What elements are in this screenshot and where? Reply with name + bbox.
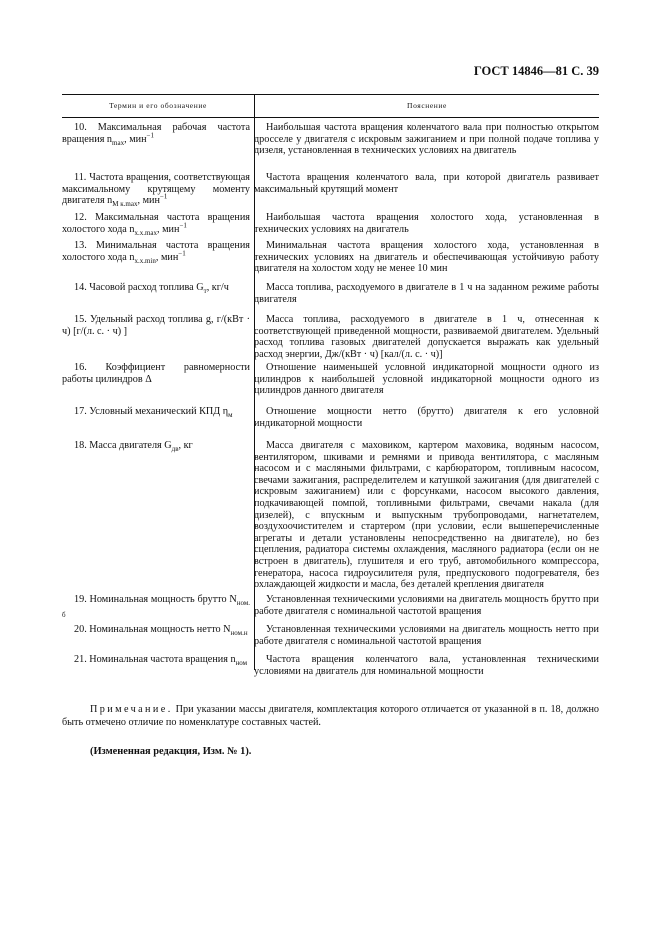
term-superscript: −1 [146,131,154,140]
term-superscript: −1 [159,192,168,201]
explanation-cell: Отношение мощности нетто (брутто) двигателя к его условной индикаторной мощности [254,406,599,429]
term-text: 19. Номинальная мощность брутто N [74,594,237,605]
term-cell [62,122,250,145]
explanation-cell: Установленная техническими условиями на двигатель мощность брутто при работе двигателя с номинальной частотой вращения [254,594,599,617]
term-text: 13. Минимальная частота вращения холостого хода n [62,240,250,263]
term-cell [62,406,250,418]
term-subscript: max [112,138,125,147]
term-text: 17. Условный механический КПД η [74,406,229,417]
term-unit: , кг/ч [206,282,229,293]
term-subscript: т [203,287,207,296]
explanation-cell: Минимальная частота вращения холостого хода, установленная в технических условиях на двигатель и обеспечивающая устойчивую работу двигателя на холостом ходу не менее 10 мин [254,240,599,275]
term-text: 15. Удельный расход топлива g, г/(кВт · ч) [г/(л. с. · ч) ] [62,314,250,337]
explanation-cell: Установленная техническими условиями на двигатель мощность нетто при работе двигателя с номинальной частотой вращения [254,624,599,647]
explanation-cell: Наибольшая частота вращения холостого хода, установленная в технических условиях на двигатель [254,212,599,235]
term-subscript: х.х.max [134,228,158,237]
explanation-cell: Частота вращения коленчатого вала, при которой двигатель развивает максимальный крутящий момент [254,172,599,195]
term-cell [62,172,250,207]
column-header-term: Термин и его обозначение [62,95,255,117]
explanation-cell: Масса двигателя с маховиком, картером маховика, водяным насосом, вентилятором, шкивами и ремнями и привода вентилятора, с масляным насосом и с масляными фильтрами, с карбюратором, топливным насосом, свечами зажигания, распределителем и катушкой зажигания (для двигателей с искровым зажиганием) или с форсунками, насосом высокого давления, подкачивающей помпой, топливными фильтрами, свечами накала (для дизелей), с впускным и выпускным трубопроводами, нагнетателем, воздухоочистителем и стартером (при условии, если вышеперечисленные агрегаты и детали установлены непосредственно на двигателе), но без сцепления, радиатора системы охлаждения, масляного радиатора (если он не встроен в двигатель), глушителя и его труб, автомобильного компрессора, генератора, насоса гидроусилителя руля, предпускового подогревателя, без охлаждающей жидкости и масла, без деталей крепления двигателя [254,440,599,591]
term-unit: , мин [155,251,179,263]
explanation-cell: Масса топлива, расходуемого в двигателе в 1 ч на заданном режиме работы двигателя [254,282,599,305]
note [62,703,599,729]
term-subscript: м [228,411,233,420]
term-cell [62,282,250,294]
term-text: 11. Частота вращения, соответствующая максимальному крутящему моменту двигателя n [62,172,250,207]
term-superscript: −1 [179,221,187,230]
term-text: 10. Максимальная рабочая частота вращения n [62,122,250,145]
term-subscript: дв [171,445,179,454]
term-cell [62,440,250,452]
table-header [62,95,599,118]
explanation-cell: Масса топлива, расходуемого в двигателе в 1 ч, отнесенная к соответствующей приведенной мощности, развиваемой двигателем. Удельный расход топлива газовых двигателей допускается выражать как удельный расход энергии, Дж/(кВт · ч) [кал/(л. с. · ч)] [254,314,599,360]
term-unit: , мин [137,195,160,207]
changed-edition: (Измененная редакция, Изм. № 1). [90,746,252,757]
term-text: 21. Номинальная частота вращения n [74,654,236,665]
term-cell [62,594,250,617]
note-label: Примечание. [90,704,173,715]
note-text: При указании массы двигателя, комплектация которого отличается от указанной в п. 18, должно быть отмечено отличие по номенклатуре составных частей. [62,704,600,728]
term-subscript: ном.н [230,629,248,638]
term-subscript: M к.max [112,200,138,209]
term-subscript: ном [235,659,248,668]
term-text: 20. Номинальная мощность нетто N [74,624,231,635]
page-header: ГОСТ 14846—81 С. 39 [473,64,599,78]
term-subscript: ном. б [62,599,250,619]
column-header-explanation: Пояснение [407,101,447,110]
term-cell [62,314,250,337]
term-cell [62,362,250,385]
explanation-cell: Частота вращения коленчатого вала, установленная техническими условиями на двигатель для номинальной мощности [254,654,599,677]
term-subscript: х.х.min [134,256,156,265]
term-unit: , мин [157,223,180,235]
explanation-cell: Отношение наименьшей условной индикаторной мощности одного из цилиндров к наибольшей условной индикаторной мощности одного из цилиндров данного двигателя [254,362,599,397]
term-text: 18. Масса двигателя G [74,440,172,451]
term-unit: , кг [178,440,193,451]
term-superscript: −1 [178,249,186,258]
explanation-cell: Наибольшая частота вращения коленчатого вала при полностью открытом дросселе у двигателя с искровым зажиганием и при полной подаче топлива у дизеля, установленная в технических условиях на двигатель [254,122,599,157]
term-text: 16. Коэффициент равномерности работы цилиндров Δ [62,362,250,385]
term-text: 14. Часовой расход топлива G [74,282,204,293]
term-text: 12. Максимальная частота вращения холостого хода n [62,212,250,235]
term-cell [62,654,250,666]
term-unit: , мин [124,133,147,145]
term-cell [62,624,250,636]
term-cell [62,212,250,235]
term-cell [62,240,250,263]
